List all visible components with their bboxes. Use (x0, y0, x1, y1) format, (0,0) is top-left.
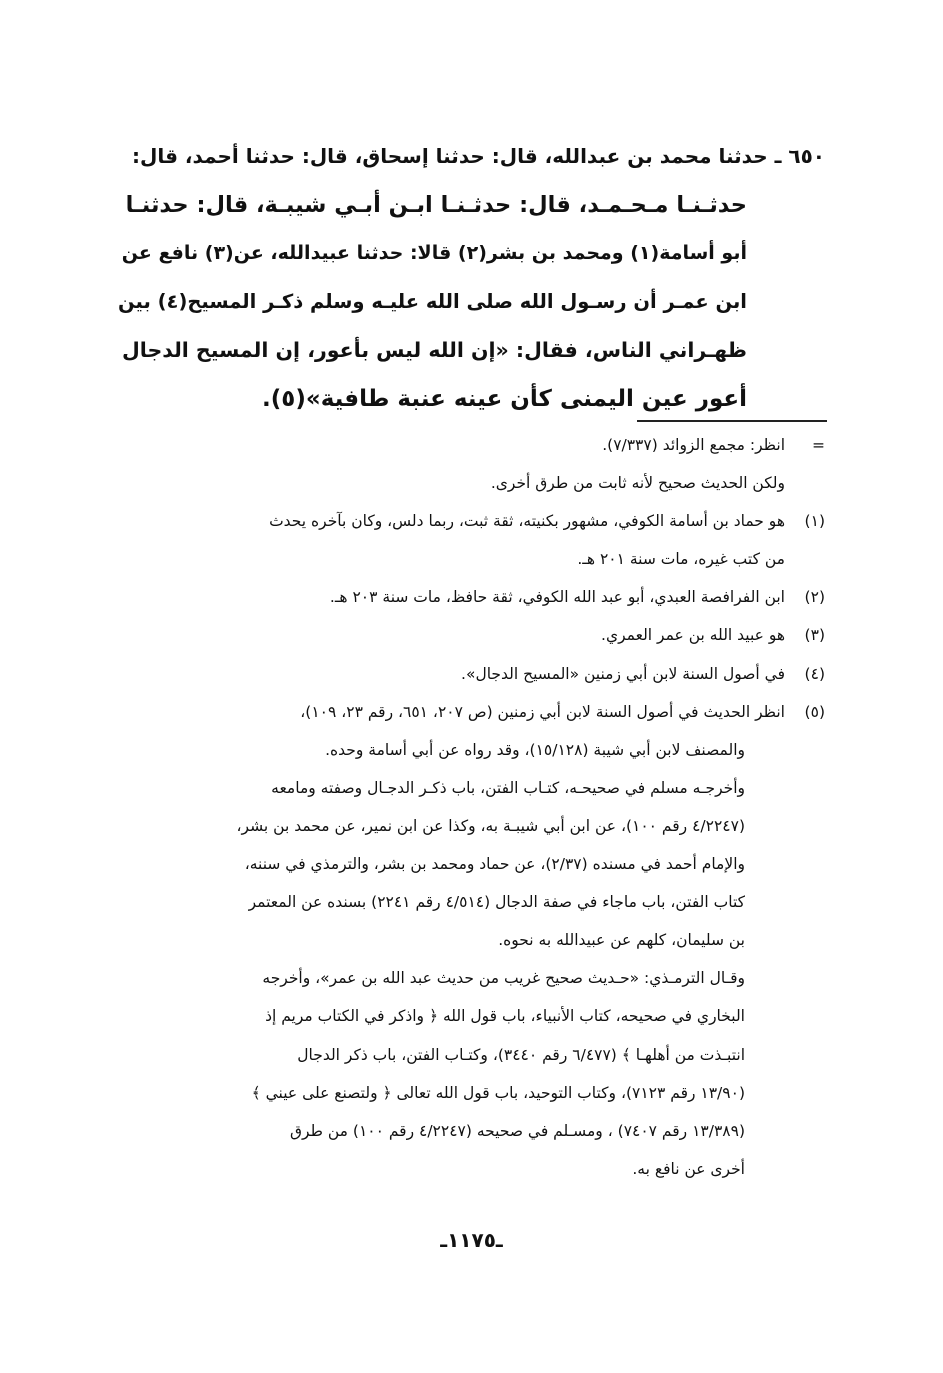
hadith-line: أعور عين اليمنى كأن عينه عنبة طافية»(٥). (262, 385, 747, 412)
footnote-line: انتبـذت من أهلهـا ﴾ (٦/٤٧٧ رقم ٣٤٤٠)، وكتـاب الفتن، باب ذكر الدجال (297, 1045, 745, 1064)
footnote-line: وأخرجـه مسلم في صحيحـه، كتـاب الفتن، باب ذكـر الدجـال وصفته ومامعه (271, 778, 745, 797)
footnote-line: أخرى عن نافع به. (632, 1159, 745, 1178)
footnote-line: من كتب غيره، مات سنة ٢٠١ هـ. (577, 550, 785, 569)
footnote-number: (١) (804, 512, 825, 531)
footnote-number: (٣) (804, 626, 825, 645)
hadith-line: ٦٥٠ ـ حدثنا محمد بن عبدالله، قال: حدثنا إسحاق، قال: حدثنا أحمد، قال: (132, 144, 825, 168)
page-number: ـ١١٧٥ـ (440, 1228, 503, 1252)
hadith-line: أبو أسامة(١) ومحمد بن بشر(٢) قالا: حدثنا عبيدالله، عن(٣) نافع عن (121, 242, 747, 265)
footnote-line: كتاب الفتن، باب ماجاء في صفة الدجال (٤/٥١٤ رقم ٢٢٤١) بسنده عن المعتمر (248, 893, 745, 912)
continuation-marker: = (812, 436, 825, 454)
footnote-line: (٤/٢٢٤٧ رقم ١٠٠)، عن ابن أبي شيبـة به، وكذا عن ابن نمير، عن محمد بن بشر، (236, 816, 745, 835)
footnote-line: والمصنف لابن أبي شيبة (١٥/١٢٨)، وقد رواه عن أبي أسامة وحده. (325, 740, 745, 759)
footnote-line: انظر الحديث في أصول السنة لابن أبي زمنين (ص ٢٠٧، ٦٥١، رقم ٢٣، ١٠٩)، (300, 702, 785, 721)
footnote-line: هو عبيد الله بن عمر العمري. (601, 626, 785, 645)
footnote-5 (117, 693, 825, 1188)
footnote-line: ابن الفرافصة العبدي، أبو عبد الله الكوفي، ثقة حافظ، مات سنة ٢٠٣ هـ. (329, 588, 785, 607)
footnote-4 (117, 655, 825, 693)
footnote-line: بن سليمان، كلهم عن عبيدالله به نحوه. (498, 931, 745, 950)
footnote-line: (١٣/٩٠ رقم ٧١٢٣)، وكتاب التوحيد، باب قول الله تعالى ﴿ ولتصنع على عيني ﴾ (251, 1083, 745, 1102)
hadith-line: حدثـنـا مـحـمـد، قال: حدثـنـا ابـن أبـي شيبـة، قال: حدثنـا (125, 191, 747, 218)
footnote-continuation (117, 426, 825, 502)
footnote-line: (١٣/٣٨٩ رقم ٧٤٠٧) ، ومسـلم في صحيحه (٤/٢٢٤٧ رقم ١٠٠) من طرق (290, 1121, 745, 1140)
footnote-1 (117, 502, 825, 578)
footnote-number: (٤) (804, 664, 825, 683)
footnote-line: هو حماد بن أسامة الكوفي، مشهور بكنيته، ثقة ثبت، ربما دلس، وكان بآخره يحدث (269, 512, 785, 531)
footnote-line: في أصول السنة لابن أبي زمنين «المسيح الدجال». (461, 664, 785, 683)
footnote-line: والإمام أحمد في مسنده (٢/٣٧)، عن حماد ومحمد بن بشر، والترمذي في سننه، (244, 855, 745, 874)
footnote-number: (٥) (804, 702, 825, 721)
footnote-line: البخاري في صحيحه، كتاب الأنبياء، باب قول الله ﴿ واذكر في الكتاب مريم إذ (265, 1007, 745, 1026)
footnote-line: وقـال الترمـذي: «حـديث صحيح غريب من حديث عبد الله بن عمر»، وأخرجه (262, 969, 745, 988)
footnote-separator (637, 420, 827, 422)
hadith-line: ظهـراني الناس، فقال: «إن الله ليس بأعور، إن المسيح الدجال (121, 338, 747, 363)
footnote-line: ولكن الحديث صحيح لأنه ثابت من طرق أخرى. (490, 474, 785, 493)
footnote-3 (117, 616, 825, 654)
footnote-number: (٢) (804, 588, 825, 607)
hadith-text (117, 132, 825, 424)
footnote-line: انظر: مجمع الزوائد (٧/٣٣٧). (602, 436, 785, 454)
footnote-2 (117, 578, 825, 616)
footnotes (117, 426, 825, 1188)
hadith-line: ابن عمـر أن رسـول الله صلى الله عليـه وسلم ذكـر المسيح(٤) بين (118, 289, 747, 313)
